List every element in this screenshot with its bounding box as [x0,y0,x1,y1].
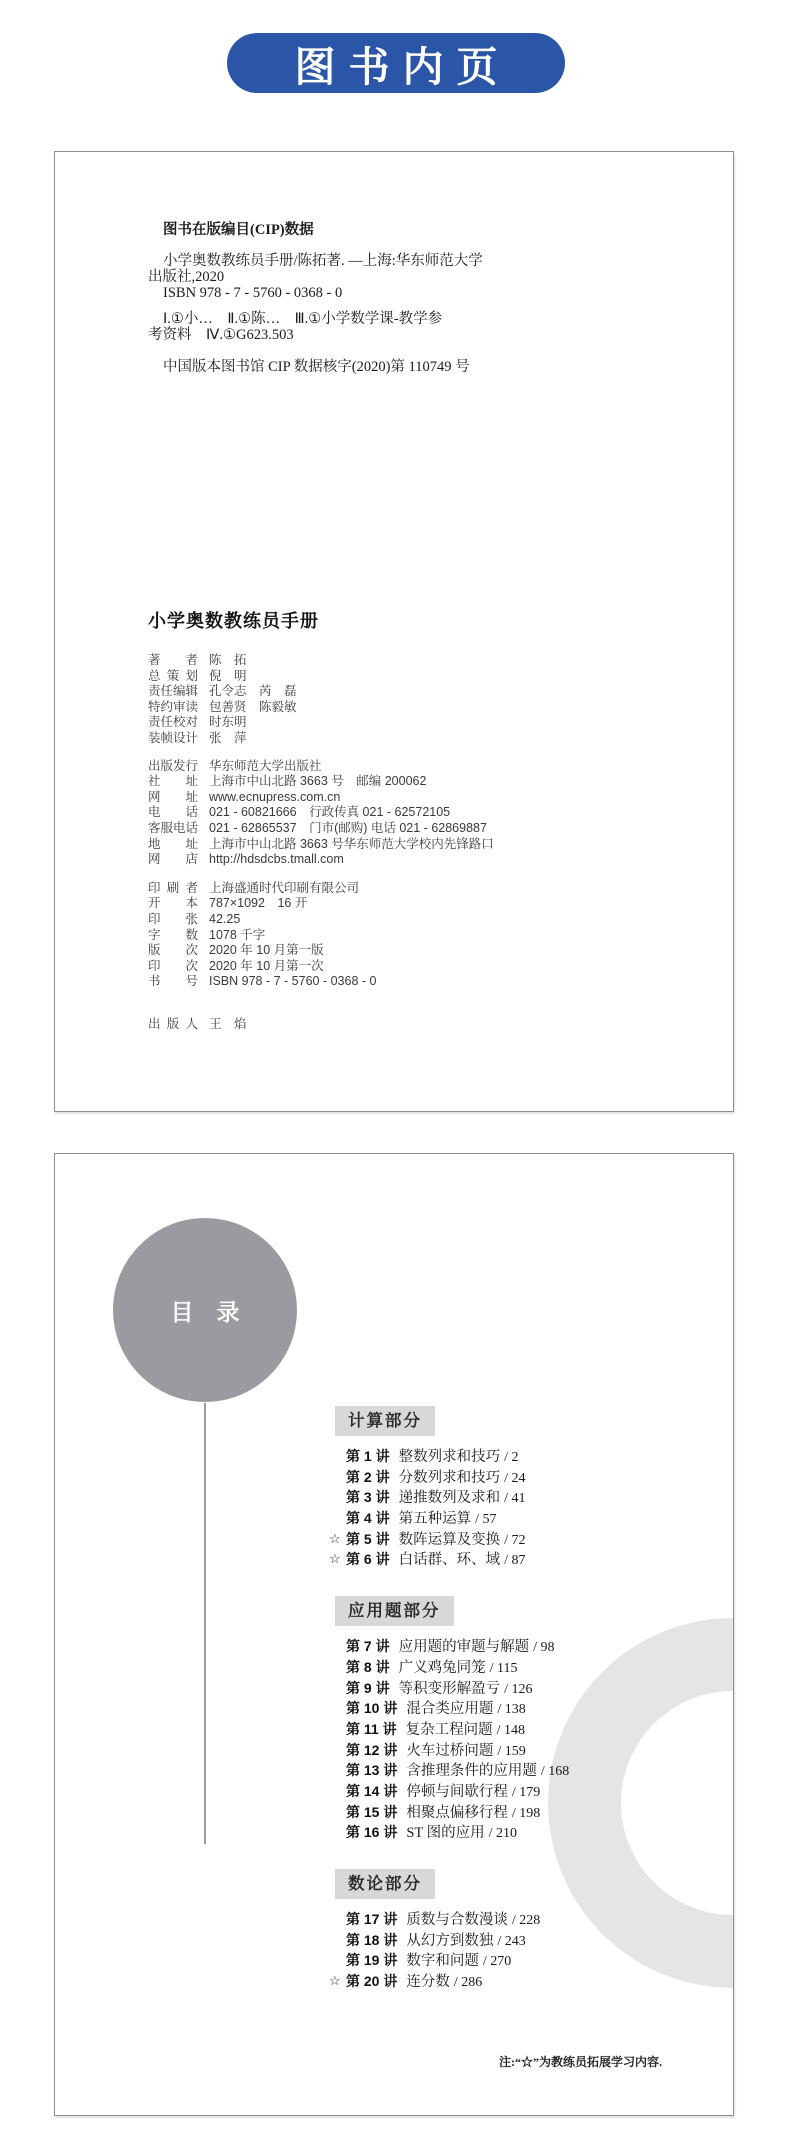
toc-section-rows [329,1909,716,1992]
publishing-label: 网 址 [148,789,198,804]
printing-label: 印 张 [148,911,198,926]
toc-entry [346,1678,716,1699]
toc-entry-number: 第 4 讲 [346,1510,390,1527]
credit-label: 总 策 划 [148,668,198,683]
credit-label: 著 者 [148,653,198,667]
printing-value: 787×1092 16 开 [209,896,308,911]
printing-value: ISBN 978 - 7 - 5760 - 0368 - 0 [209,974,377,989]
toc-entry-number: 第 6 讲 [346,1551,390,1568]
toc-entry [329,1529,716,1550]
toc-entry [346,1446,716,1467]
cip-isbn: ISBN 978 - 7 - 5760 - 0368 - 0 [163,285,343,301]
toc-entry-title: 广义鸡兔同笼 [398,1659,486,1676]
printing-label: 字 数 [148,927,198,942]
toc-section-rows [329,1446,716,1570]
toc-entry [346,1719,716,1740]
toc-entry-number: 第 5 讲 [346,1530,390,1547]
toc-entry-title: 第五种运算 [398,1511,472,1528]
toc-entry-page: / 57 [475,1512,497,1528]
cip-description-line2: 出版社,2020 [148,269,225,285]
cip-block [148,222,498,375]
cip-description-line1: 小学奥数教练员手册/陈拓著. —上海:华东师范大学 [163,253,483,269]
publishing-value: http://hdsdcbs.tmall.com [209,852,344,867]
toc-page [54,1153,734,2116]
toc-entry [346,1802,716,1823]
printing-label: 印 刷 者 [148,880,198,895]
printing-row [148,928,733,944]
toc-entry-page: / 41 [504,1491,526,1507]
toc-section [329,1406,716,1570]
toc-entry-title: 复杂工程问题 [405,1721,493,1738]
publishing-row [148,837,733,853]
toc-entry-page: / 126 [504,1681,533,1697]
toc-entry-page: / 243 [497,1933,526,1949]
publishing-row [148,790,733,806]
printing-label: 版 次 [148,943,198,958]
toc-entry-title: 连分数 [406,1974,450,1991]
printing-info-list [148,881,733,990]
publishing-label: 地 址 [148,836,198,851]
toc-entry-title: ST 图的应用 [406,1825,485,1842]
toc-entry-title: 数阵运算及变换 [398,1531,501,1548]
toc-entry-page: / 2 [504,1450,519,1465]
cip-classification-line1: Ⅰ.①小… Ⅱ.①陈… Ⅲ.①小学数学课-教学参 [163,311,443,327]
toc-entry-number: 第 1 讲 [346,1448,390,1464]
publishing-value: 上海市中山北路 3663 号华东师范大学校内先锋路口 [209,836,494,851]
toc-entry-title: 递推数列及求和 [398,1490,501,1507]
credit-label: 特约审读 [148,699,199,714]
toc-entry-title: 相聚点偏移行程 [406,1804,508,1821]
toc-entry-number: 第 15 讲 [346,1803,398,1820]
toc-entry-number: 第 17 讲 [346,1911,398,1927]
publisher-label: 出 版 人 [148,1016,198,1031]
toc-section-header: 应用题部分 [335,1596,454,1626]
toc-entry-number: 第 13 讲 [346,1762,398,1779]
credit-row [148,715,733,731]
publishing-info-list [148,759,733,868]
toc-entry [329,1549,716,1570]
toc-entry-number: 第 20 讲 [346,1973,398,1990]
credits-list [148,653,733,747]
publishing-value: 上海市中山北路 3663 号 邮编 200062 [209,774,427,789]
toc-entry-number: 第 10 讲 [346,1700,398,1717]
credit-value: 孔令志 芮 磊 [209,684,297,699]
toc-entry-title: 从幻方到数独 [406,1932,494,1949]
printing-label: 开 本 [148,896,198,911]
toc-section [329,1869,716,1992]
cip-heading: 图书在版编目(CIP)数据 [163,222,314,238]
cip-classification-line2: 考资料 Ⅳ.①G623.503 [148,327,294,343]
publishing-row [148,759,733,775]
toc-entry-number: 第 7 讲 [346,1638,390,1655]
credit-value: 张 萍 [209,730,247,745]
toc-entry-page: / 87 [504,1553,526,1569]
publishing-value: www.ecnupress.com.cn [209,789,341,804]
toc-entry-number: 第 3 讲 [346,1489,390,1506]
printing-row [148,974,733,990]
publishing-row [148,805,733,821]
credit-row [148,700,733,716]
book-title: 小学奥数教练员手册 [148,611,319,631]
toc-entry-number: 第 12 讲 [346,1741,398,1758]
publishing-label: 网 店 [148,852,198,867]
toc-entry-page: / 286 [453,1975,483,1991]
publishing-row [148,852,733,868]
toc-entry-number: 第 14 讲 [346,1782,398,1799]
toc-entry-number: 第 9 讲 [346,1679,390,1696]
toc-entry [346,1909,716,1930]
toc-entry-number: 第 2 讲 [346,1468,390,1485]
toc-entry-page: / 115 [489,1660,518,1676]
credit-row [148,669,733,685]
copyright-page [54,151,734,1112]
toc-entry-title: 质数与合数漫谈 [406,1912,508,1928]
toc-entry-number: 第 11 讲 [346,1720,397,1737]
publisher-value: 王 焰 [209,1016,247,1031]
printing-row [148,959,733,975]
toc-entry-page: / 159 [497,1743,526,1759]
publishing-label: 出版发行 [148,758,199,773]
toc-entry [346,1508,716,1529]
toc-entry-page: / 72 [504,1532,526,1548]
credit-row [148,653,733,669]
toc-entry-number: 第 8 讲 [346,1658,390,1675]
toc-circle [113,1218,297,1402]
toc-entry [346,1930,716,1951]
star-icon: ☆ [329,1551,341,1567]
toc-entry [346,1467,716,1488]
toc-entry [329,1971,716,1992]
toc-entry-page: / 228 [511,1913,541,1928]
toc-section-header: 计算部分 [335,1406,435,1436]
publishing-value: 021 - 62865537 门市(邮购) 电话 021 - 62869887 [209,820,487,835]
toc-footnote: 注:“☆”为教练员拓展学习内容. [499,2055,662,2069]
printing-value: 上海盛通时代印刷有限公司 [209,880,360,895]
toc-entry-title: 应用题的审题与解题 [398,1639,530,1656]
printing-value: 2020 年 10 月第一次 [209,958,324,973]
toc-entry [346,1657,716,1678]
toc-entry-number: 第 16 讲 [346,1824,398,1841]
toc-entry [346,1487,716,1508]
toc-entry [346,1950,716,1971]
star-icon: ☆ [329,1973,341,1989]
toc-list [329,1406,716,1992]
toc-entry-title: 整数列求和技巧 [398,1449,501,1465]
publishing-value: 021 - 60821666 行政传真 021 - 62572105 [209,805,451,820]
credit-value: 包善贤 陈毅敏 [209,699,297,714]
printing-row [148,943,733,959]
toc-entry-title: 数字和问题 [406,1953,479,1970]
toc-entry-title: 分数列求和技巧 [398,1469,501,1486]
printing-row [148,912,733,928]
printing-value: 2020 年 10 月第一版 [209,943,324,958]
credit-value: 陈 拓 [209,653,247,667]
toc-entry-title: 停顿与间歇行程 [406,1783,508,1800]
toc-entry-page: / 168 [540,1764,570,1780]
toc-entry-number: 第 18 讲 [346,1931,398,1948]
publishing-label: 电 话 [148,805,198,820]
toc-vertical-line [204,1403,206,1844]
toc-entry-page: / 210 [488,1826,518,1842]
star-icon: ☆ [329,1530,341,1546]
printing-value: 42.25 [209,911,241,926]
credit-value: 倪 明 [209,668,247,683]
credit-row [148,731,733,747]
credit-label: 责任编辑 [148,684,199,699]
toc-circle-label: 目 录 [170,1298,240,1325]
toc-entry-title: 白话群、环、域 [398,1552,501,1569]
toc-entry-number: 第 19 讲 [346,1952,398,1969]
printing-value: 1078 千字 [209,927,266,942]
toc-entry-title: 等积变形解盈亏 [398,1680,501,1697]
printing-row [148,896,733,912]
publishing-row [148,774,733,790]
toc-entry-page: / 148 [496,1722,525,1738]
toc-section-rows [346,1636,716,1843]
credit-row [148,684,733,700]
toc-entry [346,1740,716,1761]
cip-registry-number: 中国版本图书馆 CIP 数据核字(2020)第 110749 号 [163,359,470,375]
page-header-badge-label: 图书内页 [294,43,511,90]
toc-entry-title: 火车过桥问题 [406,1742,494,1759]
toc-entry-title: 混合类应用题 [406,1701,494,1718]
credit-label: 责任校对 [148,715,199,730]
toc-entry-page: / 179 [511,1784,541,1800]
toc-section [346,1596,716,1843]
publishing-value: 华东师范大学出版社 [209,758,322,773]
printing-label: 印 次 [148,958,198,973]
toc-section-header: 数论部分 [335,1869,435,1899]
toc-entry-page: / 270 [482,1954,512,1970]
publishing-row [148,821,733,837]
toc-entry [346,1822,716,1843]
toc-entry [346,1636,716,1657]
toc-entry-page: / 24 [504,1470,526,1486]
toc-entry-page: / 138 [497,1702,526,1718]
toc-entry-title: 含推理条件的应用题 [406,1763,537,1780]
printing-row [148,881,733,897]
publishing-label: 客服电话 [148,820,199,835]
credit-label: 装帧设计 [148,730,199,745]
toc-entry [346,1781,716,1802]
toc-entry [346,1760,716,1781]
printing-label: 书 号 [148,974,198,989]
publisher-row [148,1017,733,1033]
credit-value: 时东明 [209,715,247,730]
toc-entry-page: / 98 [533,1640,555,1656]
toc-entry [346,1698,716,1719]
page-header-badge [227,33,565,93]
publishing-label: 社 址 [148,774,198,789]
toc-entry-page: / 198 [511,1805,541,1821]
